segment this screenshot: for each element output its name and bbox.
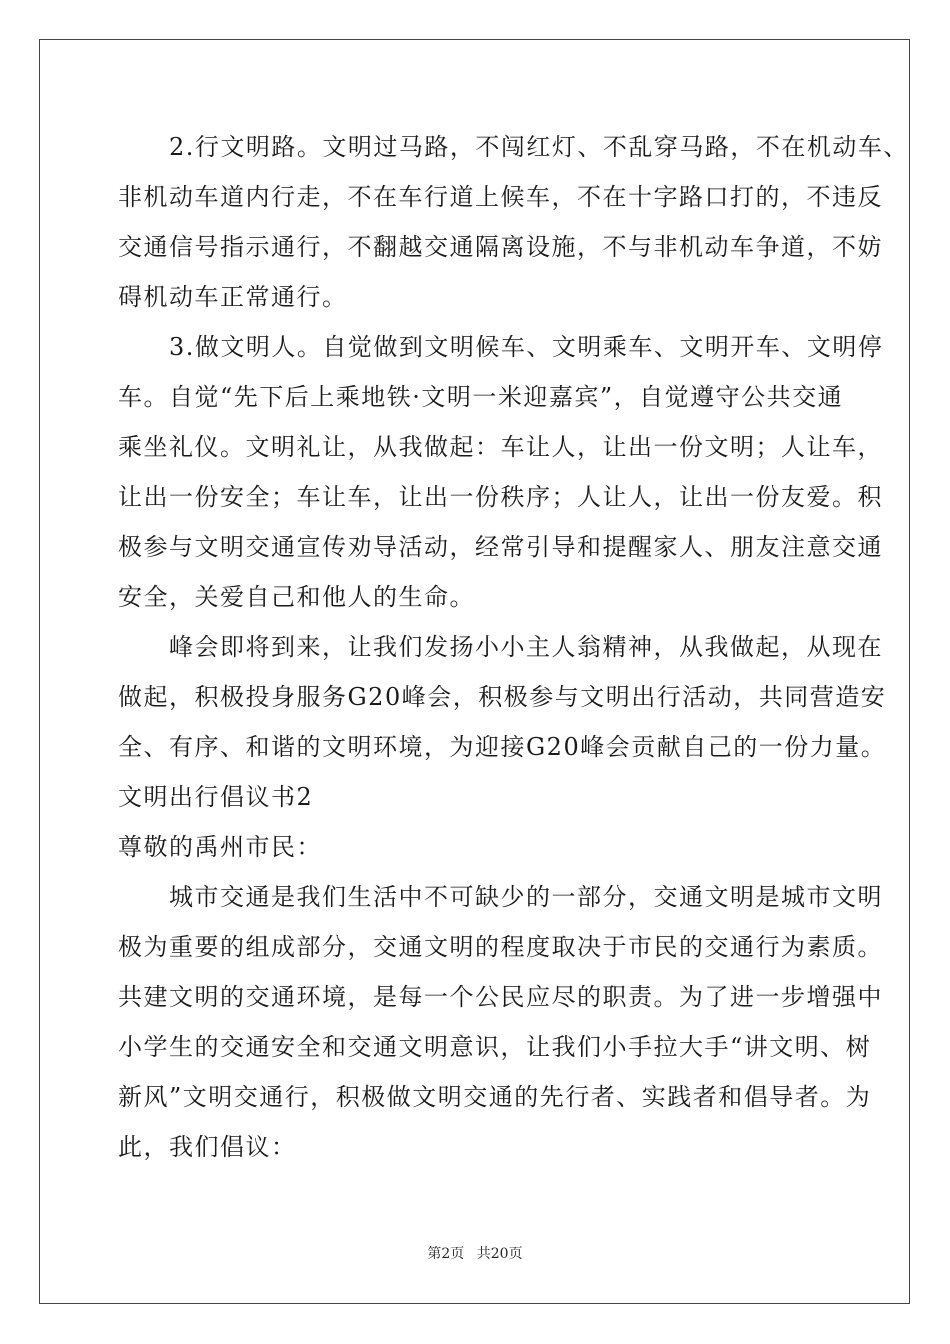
text-line: 峰会即将到来，让我们发扬小小主人翁精神，从我做起，从现在: [118, 633, 883, 661]
section-heading: 文明出行倡议书2: [118, 783, 314, 811]
text-line: 极为重要的组成部分，交通文明的程度取决于市民的交通行为素质。: [118, 933, 883, 961]
text-line: 新风”文明交通行，积极做文明交通的先行者、实践者和倡导者。为: [118, 1083, 872, 1111]
text-line: 交通信号指示通行，不翻越交通隔离设施，不与非机动车争道，不妨: [118, 233, 883, 261]
text-line: 城市交通是我们生活中不可缺少的一部分，交通文明是城市文明: [118, 883, 883, 911]
text-line: 2.行文明路。文明过马路，不闯红灯、不乱穿马路，不在机动车、: [118, 133, 909, 161]
text-line: 小学生的交通安全和交通文明意识，让我们小手拉大手“讲文明、树: [118, 1033, 872, 1061]
text-line: 此，我们倡议：: [118, 1133, 297, 1161]
text-line: 共建文明的交通环境，是每一个公民应尽的职责。为了进一步增强中: [118, 983, 883, 1011]
text-line: 3.做文明人。自觉做到文明候车、文明乘车、文明开车、文明停: [118, 333, 884, 361]
text-line: 非机动车道内行走，不在车行道上候车，不在十字路口打的，不违反: [118, 183, 883, 211]
page-footer: [0, 1243, 950, 1263]
text-line: 安全，关爱自己和他人的生命。: [118, 583, 475, 611]
document-body: [118, 122, 909, 1172]
text-line: 车。自觉“先下后上乘地铁·文明一米迎嘉宾”，自觉遵守公共交通: [118, 383, 844, 411]
page-total: 共20页: [476, 1246, 523, 1262]
page-number: 第2页: [427, 1246, 465, 1262]
text-line: 做起，积极投身服务G20峰会，积极参与文明出行活动，共同营造安: [118, 683, 887, 711]
salutation: 尊敬的禹州市民：: [118, 833, 322, 861]
text-line: 乘坐礼仪。文明礼让，从我做起：车让人，让出一份文明；人让车，: [118, 433, 883, 461]
text-line: 全、有序、和谐的文明环境，为迎接G20峰会贡献自己的一份力量。: [118, 733, 887, 761]
text-line: 碍机动车正常通行。: [118, 283, 348, 311]
text-line: 让出一份安全；车让车，让出一份秩序；人让人，让出一份友爱。积: [118, 483, 883, 511]
text-line: 极参与文明交通宣传劝导活动，经常引导和提醒家人、朋友注意交通: [118, 533, 883, 561]
